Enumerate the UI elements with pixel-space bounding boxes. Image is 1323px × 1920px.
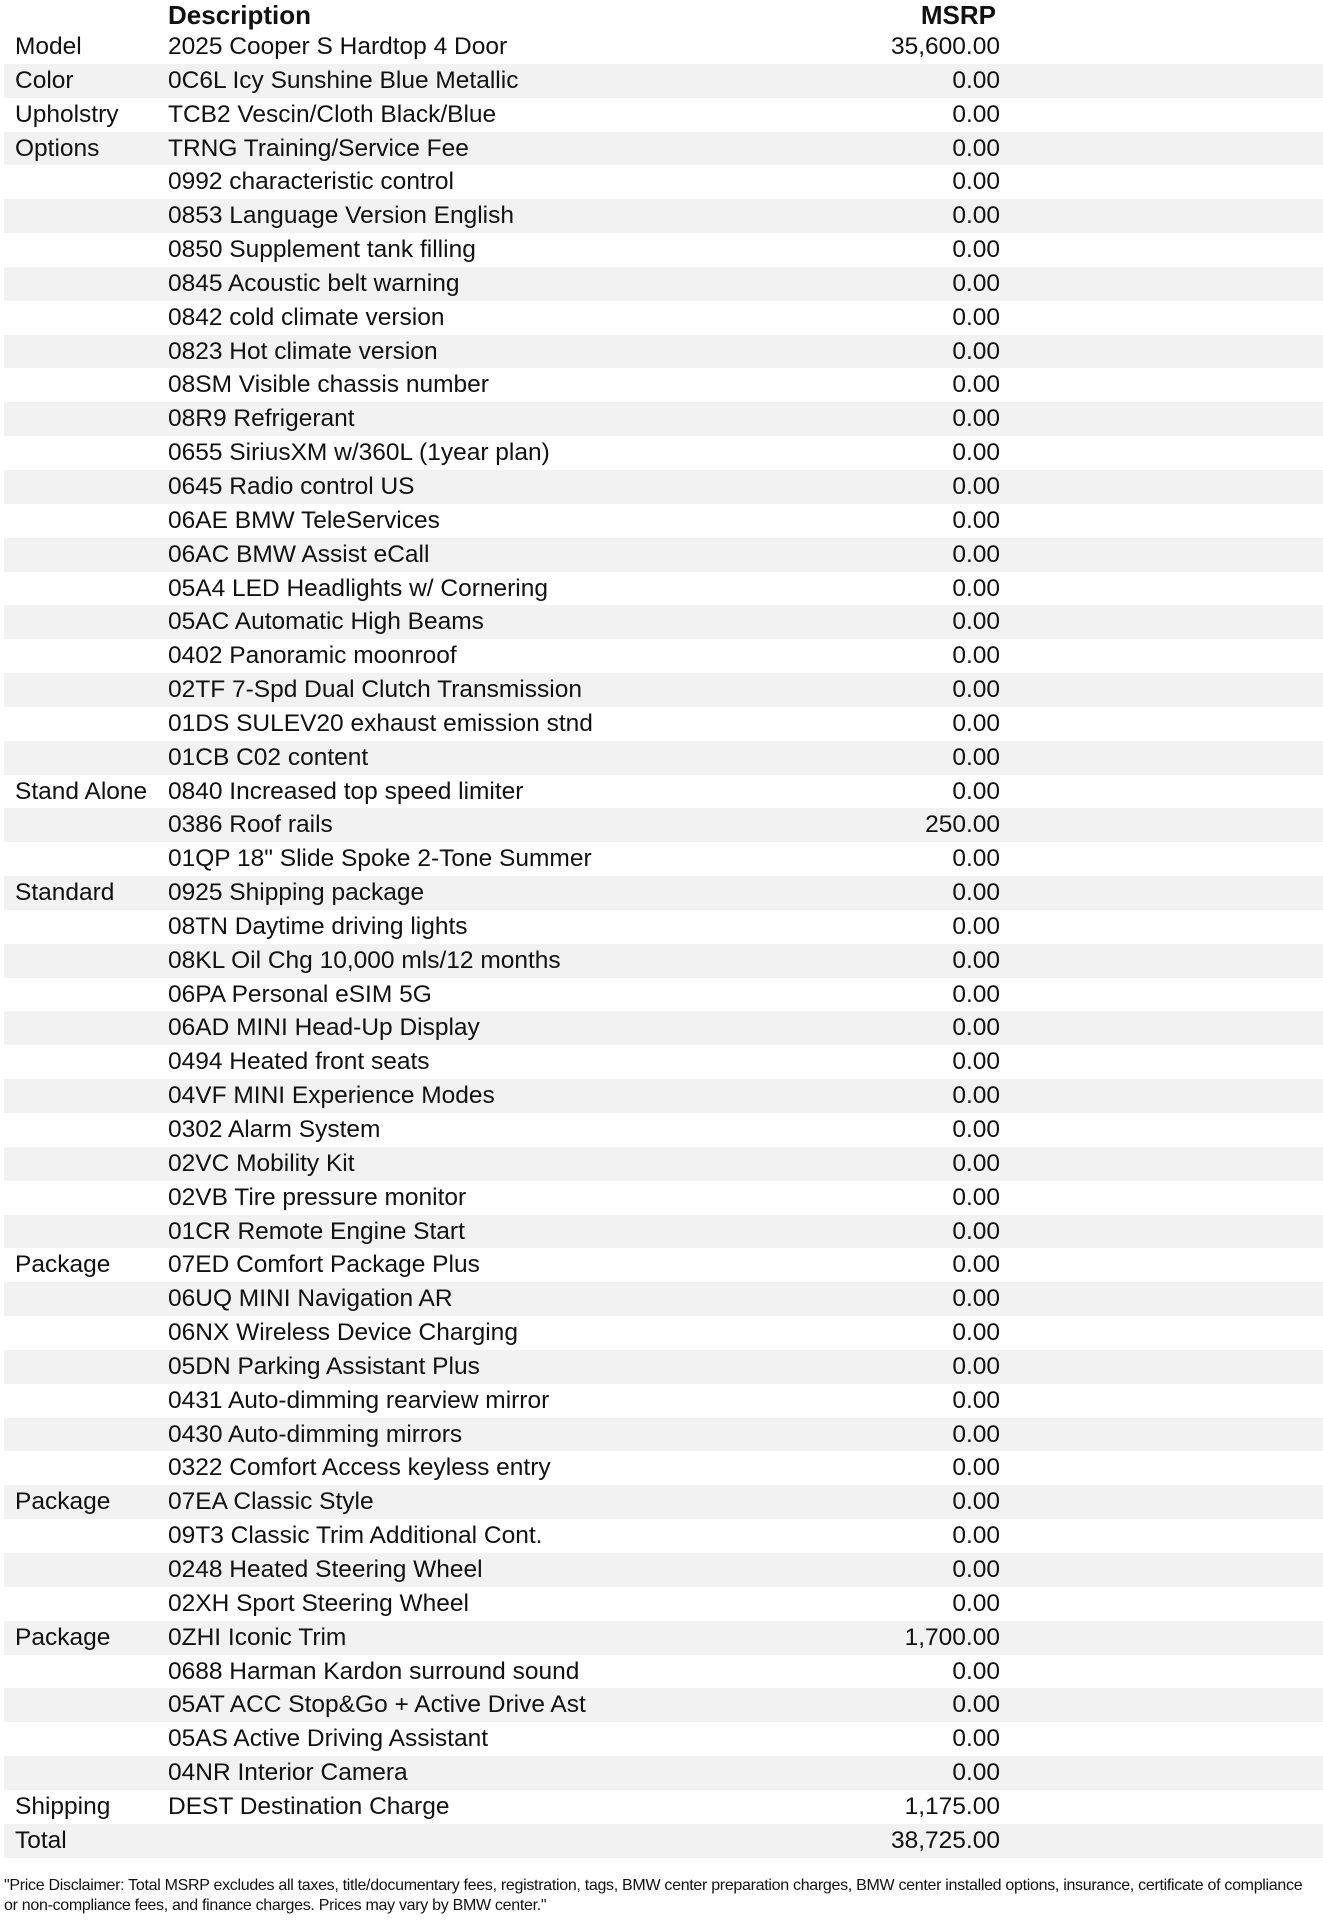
row-price: 0.00 [952, 777, 1000, 805]
table-row [4, 1282, 1323, 1316]
table-row [4, 1045, 1323, 1079]
row-price: 0.00 [952, 1014, 1000, 1042]
row-price: 0.00 [952, 236, 1000, 264]
row-price: 1,700.00 [904, 1623, 1000, 1651]
table-row [4, 1655, 1323, 1689]
row-price: 0.00 [952, 879, 1000, 907]
row-description: 05AT ACC Stop&Go + Active Drive Ast [168, 1691, 586, 1719]
row-description: 05A4 LED Headlights w/ Cornering [168, 574, 548, 602]
row-price: 0.00 [952, 980, 1000, 1008]
table-row [4, 1553, 1323, 1587]
row-category: Options [15, 134, 100, 162]
table-row [4, 741, 1323, 775]
msrp-column-header: MSRP [920, 0, 996, 30]
price-disclaimer: "Price Disclaimer: Total MSRP excludes all taxes, title/documentary fees, registration, tags, BMW center preparation charges, BMW center installed options, insurance, certificate of compliance or non-compliance fees, and finance charges. Prices may vary by BMW center." [4, 1877, 1303, 1914]
row-description: 02VB Tire pressure monitor [168, 1183, 467, 1211]
table-row [4, 301, 1323, 335]
row-description: 06PA Personal eSIM 5G [168, 980, 432, 1008]
table-header [0, 0, 1323, 30]
table-row [4, 1587, 1323, 1621]
row-price: 0.00 [952, 66, 1000, 94]
table-row [4, 98, 1323, 132]
row-price: 0.00 [952, 642, 1000, 670]
row-category: Color [15, 66, 74, 94]
row-price: 0.00 [952, 1285, 1000, 1313]
row-description: 0655 SiriusXM w/360L (1year plan) [168, 439, 550, 467]
row-price: 0.00 [952, 946, 1000, 974]
row-description: 08TN Daytime driving lights [168, 912, 468, 940]
table-row [4, 1248, 1323, 1282]
table-row [4, 64, 1323, 98]
row-price: 0.00 [952, 439, 1000, 467]
table-row [4, 1790, 1323, 1824]
row-price: 0.00 [952, 1048, 1000, 1076]
row-description: 01DS SULEV20 exhaust emission stnd [168, 709, 593, 737]
row-price: 0.00 [952, 1488, 1000, 1516]
description-column-header: Description [168, 0, 312, 30]
table-row [4, 368, 1323, 402]
row-price: 0.00 [952, 405, 1000, 433]
table-row [4, 132, 1323, 166]
row-price: 0.00 [952, 709, 1000, 737]
row-price: 0.00 [952, 472, 1000, 500]
row-price: 0.00 [952, 540, 1000, 568]
row-price: 0.00 [952, 1522, 1000, 1550]
row-description: 05DN Parking Assistant Plus [168, 1352, 480, 1380]
row-price: 0.00 [952, 845, 1000, 873]
row-description: 0842 cold climate version [168, 303, 445, 331]
row-category: Model [15, 33, 82, 60]
table-row [4, 165, 1323, 199]
table-row [4, 233, 1323, 267]
row-description: 0688 Harman Kardon surround sound [168, 1657, 580, 1685]
table-row [4, 808, 1323, 842]
row-price: 0.00 [952, 202, 1000, 230]
row-description: 0C6L Icy Sunshine Blue Metallic [168, 66, 519, 94]
row-description: 0494 Heated front seats [168, 1048, 430, 1076]
row-price: 0.00 [952, 1149, 1000, 1177]
table-row [4, 335, 1323, 369]
row-category: Standard [15, 879, 115, 907]
row-price: 0.00 [952, 134, 1000, 162]
table-row [4, 572, 1323, 606]
row-description: 01CR Remote Engine Start [168, 1217, 465, 1245]
row-price: 0.00 [952, 1386, 1000, 1414]
row-price: 0.00 [952, 269, 1000, 297]
row-description: 0ZHI Iconic Trim [168, 1623, 347, 1651]
table-row [4, 1079, 1323, 1113]
row-description: 02XH Sport Steering Wheel [168, 1589, 469, 1617]
row-description: 05AC Automatic High Beams [168, 608, 484, 636]
row-price: 0.00 [952, 506, 1000, 534]
row-description: 05AS Active Driving Assistant [168, 1725, 489, 1753]
row-description: 02TF 7-Spd Dual Clutch Transmission [168, 676, 582, 704]
table-row [4, 1418, 1323, 1452]
table-row [4, 1621, 1323, 1655]
row-price: 0.00 [952, 1759, 1000, 1787]
row-category: Package [15, 1251, 111, 1279]
row-description: 09T3 Classic Trim Additional Cont. [168, 1522, 543, 1550]
row-description: 0840 Increased top speed limiter [168, 777, 524, 805]
table-row [4, 470, 1323, 504]
row-description: TRNG Training/Service Fee [168, 134, 469, 162]
row-price: 0.00 [952, 1251, 1000, 1279]
table-row [4, 605, 1323, 639]
table-row [4, 978, 1323, 1012]
row-price: 0.00 [952, 608, 1000, 636]
row-description: 08R9 Refrigerant [168, 405, 355, 433]
row-description: 0322 Comfort Access keyless entry [168, 1454, 551, 1482]
row-description: 2025 Cooper S Hardtop 4 Door [168, 33, 508, 60]
table-row [4, 1824, 1323, 1858]
row-price: 250.00 [925, 811, 1000, 839]
row-price: 38,725.00 [891, 1826, 1000, 1854]
row-description: 0248 Heated Steering Wheel [168, 1555, 483, 1583]
row-description: 0430 Auto-dimming mirrors [168, 1420, 463, 1448]
table-row [4, 1350, 1323, 1384]
row-description: 0853 Language Version English [168, 202, 515, 230]
row-description: 06AE BMW TeleServices [168, 506, 440, 534]
table-row [4, 842, 1323, 876]
table-row [4, 1181, 1323, 1215]
row-price: 0.00 [952, 1657, 1000, 1685]
row-price: 0.00 [952, 1183, 1000, 1211]
row-description: 06AC BMW Assist eCall [168, 540, 430, 568]
row-description: 0823 Hot climate version [168, 337, 438, 365]
table-row [4, 1215, 1323, 1249]
row-price: 1,175.00 [904, 1792, 1000, 1820]
table-row [4, 1113, 1323, 1147]
row-price: 0.00 [952, 100, 1000, 128]
row-price: 0.00 [952, 168, 1000, 196]
row-price: 0.00 [952, 1589, 1000, 1617]
table-row [4, 402, 1323, 436]
row-category: Upholstry [15, 100, 119, 128]
row-price: 0.00 [952, 1454, 1000, 1482]
table-row [4, 436, 1323, 470]
row-price: 0.00 [952, 1420, 1000, 1448]
row-description: 0402 Panoramic moonroof [168, 642, 457, 670]
row-description: 08SM Visible chassis number [168, 371, 489, 399]
row-description: DEST Destination Charge [168, 1792, 450, 1820]
row-price: 0.00 [952, 1116, 1000, 1143]
row-description: 0431 Auto-dimming rearview mirror [168, 1386, 550, 1414]
row-description: 0845 Acoustic belt warning [168, 269, 460, 297]
table-row [4, 673, 1323, 707]
row-price: 0.00 [952, 371, 1000, 399]
row-description: 04NR Interior Camera [168, 1759, 408, 1787]
row-price: 0.00 [952, 1082, 1000, 1110]
row-category: Shipping [15, 1792, 111, 1820]
row-price: 0.00 [952, 1725, 1000, 1753]
row-description: 0992 characteristic control [168, 168, 454, 196]
table-row [4, 910, 1323, 944]
row-description: 08KL Oil Chg 10,000 mls/12 months [168, 946, 561, 974]
table-row [4, 1384, 1323, 1418]
row-price: 0.00 [952, 676, 1000, 704]
row-price: 0.00 [952, 1352, 1000, 1380]
row-description: 0302 Alarm System [168, 1116, 381, 1143]
row-description: 0645 Radio control US [168, 472, 415, 500]
row-description: 06UQ MINI Navigation AR [168, 1285, 453, 1313]
row-price: 35,600.00 [891, 33, 1000, 60]
table-row [4, 267, 1323, 301]
table-row [4, 1011, 1323, 1045]
row-category: Total [15, 1826, 67, 1854]
row-description: 07EA Classic Style [168, 1488, 374, 1516]
row-price: 0.00 [952, 912, 1000, 940]
row-description: 06AD MINI Head-Up Display [168, 1014, 480, 1042]
table-row [4, 1485, 1323, 1519]
table-row [4, 538, 1323, 572]
row-description: 0850 Supplement tank filling [168, 236, 476, 264]
row-description: 06NX Wireless Device Charging [168, 1319, 518, 1347]
table-row [4, 199, 1323, 233]
row-description: 07ED Comfort Package Plus [168, 1251, 480, 1279]
row-description: 04VF MINI Experience Modes [168, 1082, 495, 1110]
row-price: 0.00 [952, 1319, 1000, 1347]
table-row [4, 775, 1323, 809]
row-price: 0.00 [952, 337, 1000, 365]
row-description: 0386 Roof rails [168, 811, 333, 839]
table-row [4, 1451, 1323, 1485]
row-description: 0925 Shipping package [168, 879, 425, 907]
row-description: 01CB C02 content [168, 743, 369, 771]
table-row [4, 876, 1323, 910]
row-category: Package [15, 1623, 111, 1651]
table-row [4, 1147, 1323, 1181]
row-description: 01QP 18" Slide Spoke 2-Tone Summer [168, 845, 592, 873]
row-description: TCB2 Vescin/Cloth Black/Blue [168, 100, 497, 128]
table-row [4, 639, 1323, 673]
row-price: 0.00 [952, 1217, 1000, 1245]
row-price: 0.00 [952, 303, 1000, 331]
row-price: 0.00 [952, 574, 1000, 602]
table-row [4, 1756, 1323, 1790]
table-row [4, 944, 1323, 978]
row-price: 0.00 [952, 1691, 1000, 1719]
line-items-table [4, 30, 1323, 1858]
table-row [4, 1316, 1323, 1350]
table-row [4, 1519, 1323, 1553]
table-row [4, 1722, 1323, 1756]
table-row [4, 504, 1323, 538]
table-row [4, 707, 1323, 741]
table-row [4, 30, 1323, 64]
row-category: Package [15, 1488, 111, 1516]
table-row [4, 1688, 1323, 1722]
row-price: 0.00 [952, 1555, 1000, 1583]
row-description: 02VC Mobility Kit [168, 1149, 355, 1177]
row-price: 0.00 [952, 743, 1000, 771]
row-category: Stand Alone [15, 777, 148, 805]
